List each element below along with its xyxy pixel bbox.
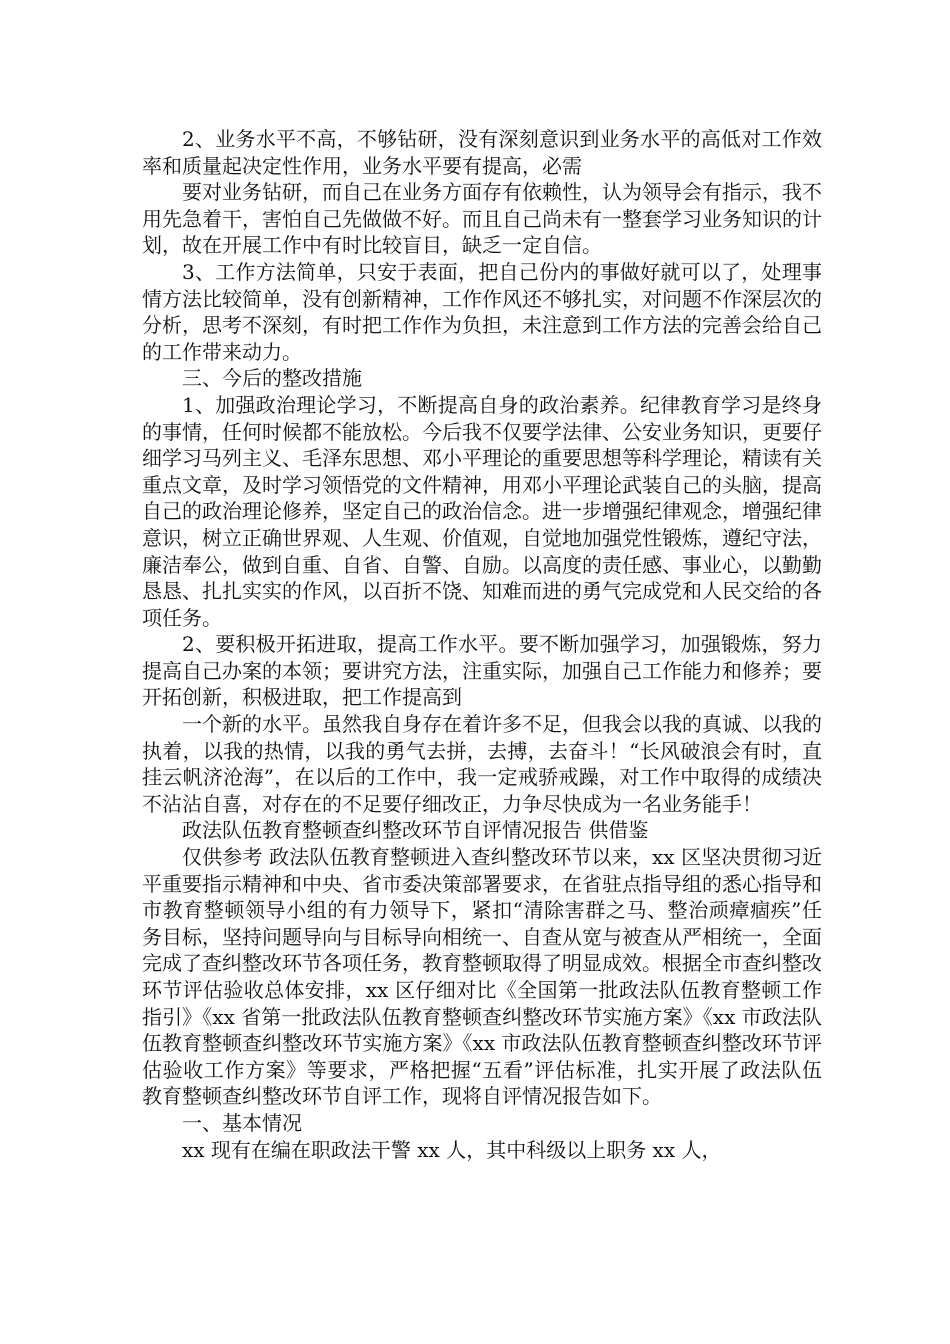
paragraph-6: 2、要积极开拓进取，提高工作水平。要不断加强学习，加强锻炼，努力提高自己办案的本领；要讲究方法，注重实际，加强自己工作能力和修养；要开拓创新，积极进取，把工作提高到 — [142, 632, 822, 710]
document-body — [142, 126, 822, 1163]
paragraph-3: 3、工作方法简单，只安于表面，把自己份内的事做好就可以了，处理事情方法比较简单，没有创新精神，工作作风还不够扎实，对问题不作深层次的分析，思考不深刻，有时把工作作为负担，未注意到工作方法的完善会给自己的工作带来动力。 — [142, 259, 822, 364]
paragraph-2: 要对业务钻研，而自己在业务方面存有依赖性，认为领导会有指示，我不用先急着干，害怕自己先做做不好。而且自己尚未有一整套学习业务知识的计划，故在开展工作中有时比较盲目，缺乏一定自信。 — [142, 180, 822, 258]
paragraph-9: 仅供参考 政法队伍教育整顿进入查纠整改环节以来，xx 区坚决贯彻习近平重要指示精神和中央、省市委决策部署要求，在省驻点指导组的悉心指导和市教育整顿领导小组的有力领导下，紧扣“清除害群之马、整治顽瘴痼疾”任务目标，坚持问题导向与目标导向相统一、自查从宽与被查从严相统一，全面完成了查纠整改环节各项任务，教育整顿取得了明显成效。根据全市查纠整改环节评估验收总体安排，xx 区仔细对比《全国第一批政法队伍教育整顿工作指引》《xx 省第一批政法队伍教育整顿查纠整改环节实施方案》《xx 市政法队伍教育整顿查纠整改环节实施方案》《xx 市政法队伍教育整顿查纠整改环节评估验收工作方案》等要求，严格把握“五看”评估标准，扎实开展了政法队伍教育整顿查纠整改环节自评工作，现将自评情况报告如下。 — [142, 845, 822, 1109]
paragraph-1: 2、业务水平不高，不够钻研，没有深刻意识到业务水平的高低对工作效率和质量起决定性作用，业务水平要有提高，必需 — [142, 127, 822, 178]
paragraph-11: xx 现有在编在职政法干警 xx 人，其中科级以上职务 xx 人， — [182, 1137, 722, 1162]
paragraph-7: 一个新的水平。虽然我自身存在着许多不足，但我会以我的真诚、以我的执着，以我的热情，以我的勇气去拼，去搏，去奋斗！“长风破浪会有时，直挂云帆济沧海”，在以后的工作中，我一定戒骄戒躁，对工作中取得的成绩决不沾沾自喜，对存在的不足要仔细改正，力争尽快成为一名业务能手！ — [142, 712, 822, 816]
section-heading-3: 三、今后的整改措施 — [182, 366, 362, 391]
report-title: 政法队伍教育整顿查纠整改环节自评情况报告 供借鉴 — [182, 818, 649, 843]
section-heading-1: 一、基本情况 — [182, 1110, 302, 1135]
paragraph-5: 1、加强政治理论学习，不断提高自身的政治素养。纪律教育学习是终身的事情，任何时候都不能放松。今后我不仅要学法律、公安业务知识，更要仔细学习马列主义、毛泽东思想、邓小平理论的重要思想等科学理论，精读有关重点文章，及时学习领悟党的文件精神，用邓小平理论武装自己的头脑，提高自己的政治理论修养，坚定自己的政治信念。进一步增强纪律观念，增强纪律意识，树立正确世界观、人生观、价值观，自觉地加强党性锻炼，遵纪守法，廉洁奉公，做到自重、自省、自警、自励。以高度的责任感、事业心，以勤勤恳恳、扎扎实实的作风，以百折不饶、知难而进的勇气完成党和人民交给的各项任务。 — [142, 392, 822, 630]
